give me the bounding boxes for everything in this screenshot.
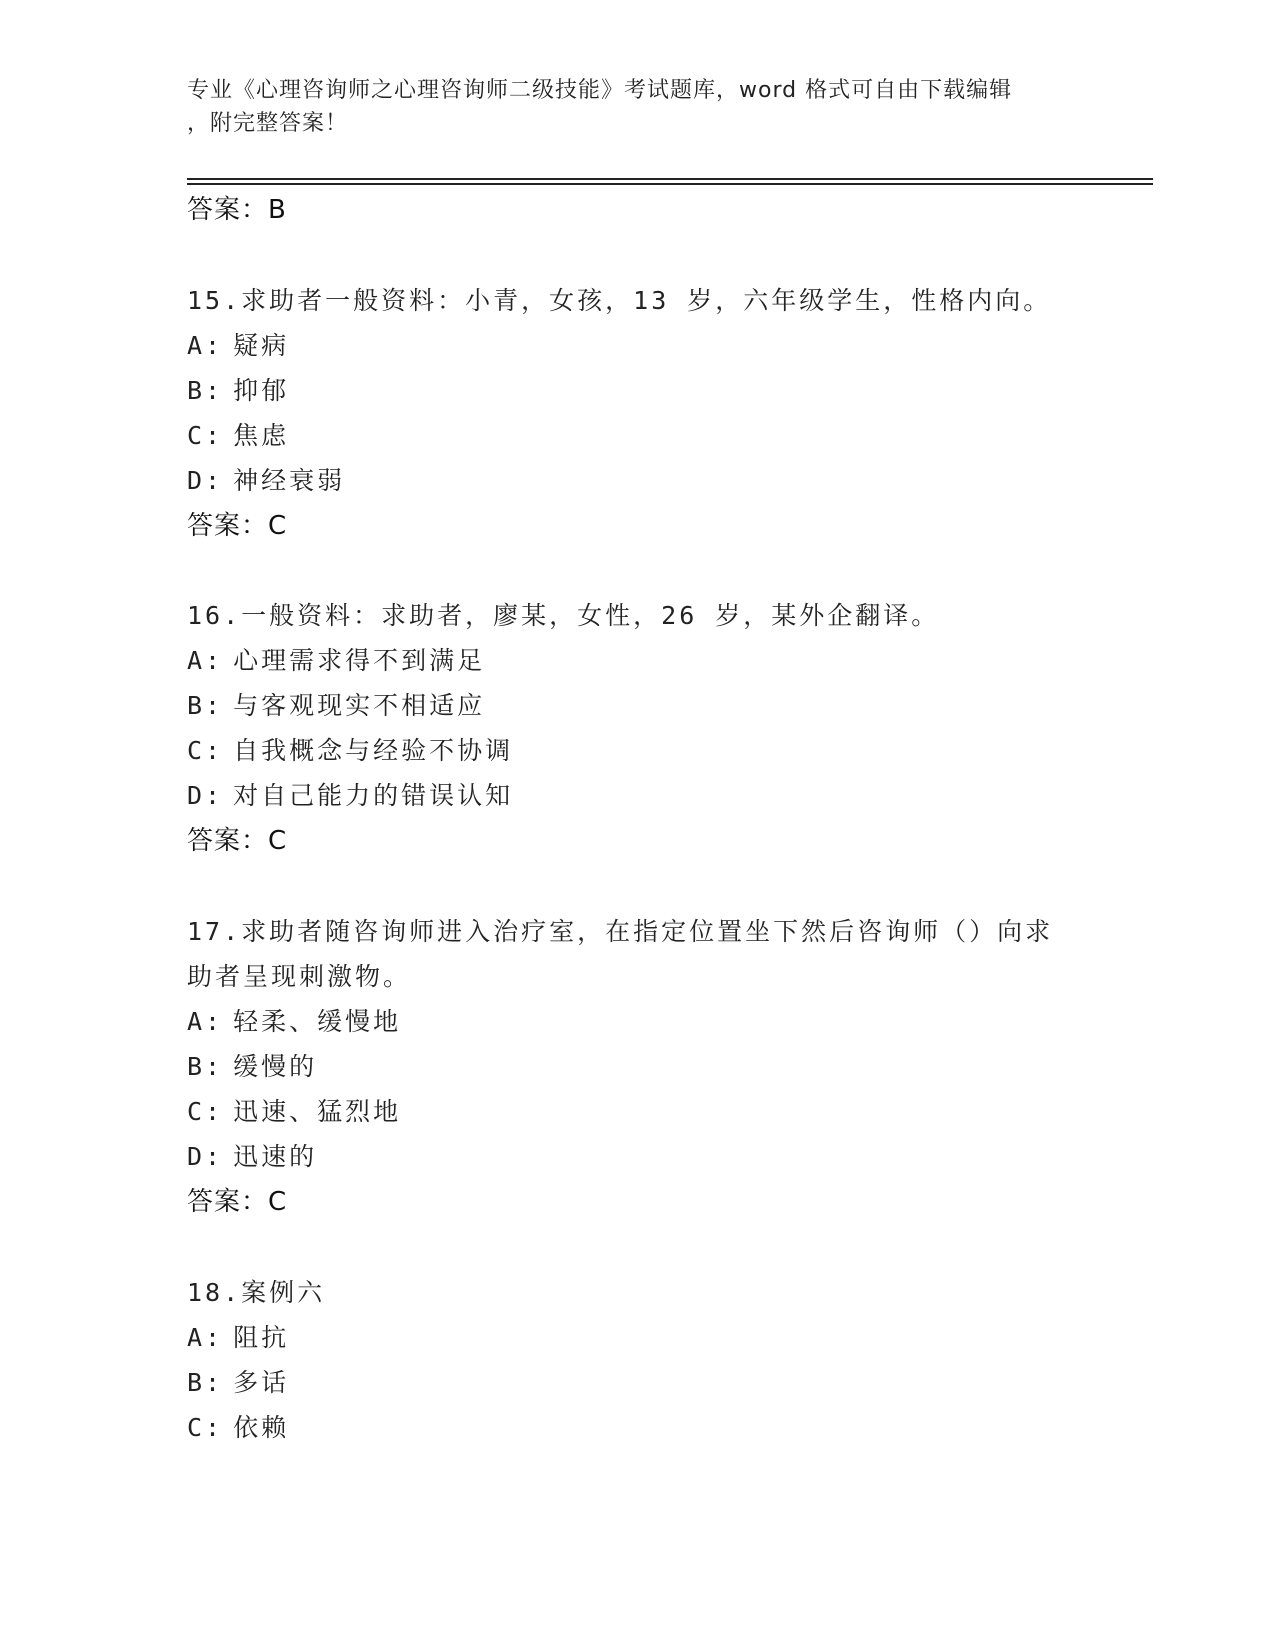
option-label: A: — [187, 646, 224, 675]
option-label: D: — [187, 466, 224, 495]
option-text: 抑郁 — [233, 376, 290, 405]
document-header — [187, 74, 1067, 140]
option-label: B: — [187, 1052, 224, 1081]
option-label: C: — [187, 736, 224, 765]
option-text: 焦虑 — [233, 421, 290, 450]
option-label: B: — [187, 691, 224, 720]
option-text: 与客观现实不相适应 — [233, 691, 486, 720]
question-15-option-b — [187, 376, 289, 406]
answer-q15: 答案：C — [187, 511, 288, 541]
option-label: B: — [187, 376, 224, 405]
question-16-stem: 16.一般资料：求助者，廖某，女性，26 岁，某外企翻译。 — [187, 601, 940, 630]
option-text: 多话 — [233, 1368, 290, 1397]
option-text: 缓慢的 — [233, 1052, 318, 1081]
answer-q16: 答案：C — [187, 826, 288, 856]
option-label: A: — [187, 1323, 224, 1352]
question-16-option-c — [187, 736, 513, 766]
option-label: A: — [187, 331, 224, 360]
question-15-option-d — [187, 466, 345, 496]
option-text: 自我概念与经验不协调 — [233, 736, 514, 765]
question-16-option-d — [187, 781, 513, 811]
option-text: 神经衰弱 — [233, 466, 346, 495]
option-label: C: — [187, 1097, 224, 1126]
option-label: D: — [187, 1142, 224, 1171]
question-18-option-a — [187, 1323, 289, 1353]
question-15-stem: 15.求助者一般资料：小青，女孩，13 岁，六年级学生，性格内向。 — [187, 286, 1052, 315]
header-divider-top — [187, 178, 1153, 180]
answer-q17: 答案：C — [187, 1187, 288, 1217]
question-16-option-a — [187, 646, 485, 676]
header-line-1: 专业《心理咨询师之心理咨询师二级技能》考试题库，word 格式可自由下载编辑 — [187, 78, 1013, 103]
question-18-option-c — [187, 1413, 289, 1443]
question-17-option-a — [187, 1007, 401, 1037]
question-15-option-a — [187, 331, 289, 361]
header-line-2: ，附完整答案！ — [187, 111, 349, 136]
question-18-option-b — [187, 1368, 289, 1398]
option-text: 轻柔、缓慢地 — [233, 1007, 402, 1036]
answer-q14: 答案：B — [187, 195, 287, 225]
option-text: 迅速的 — [233, 1142, 318, 1171]
question-17-option-c — [187, 1097, 401, 1127]
option-label: D: — [187, 781, 224, 810]
question-17-stem-line-2: 助者呈现刺激物。 — [187, 962, 412, 991]
option-text: 迅速、猛烈地 — [233, 1097, 402, 1126]
header-divider-bottom — [187, 183, 1153, 185]
option-label: B: — [187, 1368, 224, 1397]
option-text: 疑病 — [233, 331, 290, 360]
option-label: C: — [187, 421, 224, 450]
question-17-option-b — [187, 1052, 317, 1082]
question-15-option-c — [187, 421, 289, 451]
option-text: 依赖 — [233, 1413, 290, 1442]
question-17-option-d — [187, 1142, 317, 1172]
option-label: A: — [187, 1007, 224, 1036]
question-18-stem: 18.案例六 — [187, 1278, 326, 1307]
question-17-stem-line-1: 17.求助者随咨询师进入治疗室，在指定位置坐下然后咨询师（）向求 — [187, 917, 1054, 946]
option-text: 阻抗 — [233, 1323, 290, 1352]
option-label: C: — [187, 1413, 224, 1442]
option-text: 对自己能力的错误认知 — [233, 781, 514, 810]
option-text: 心理需求得不到满足 — [233, 646, 486, 675]
question-16-option-b — [187, 691, 485, 721]
